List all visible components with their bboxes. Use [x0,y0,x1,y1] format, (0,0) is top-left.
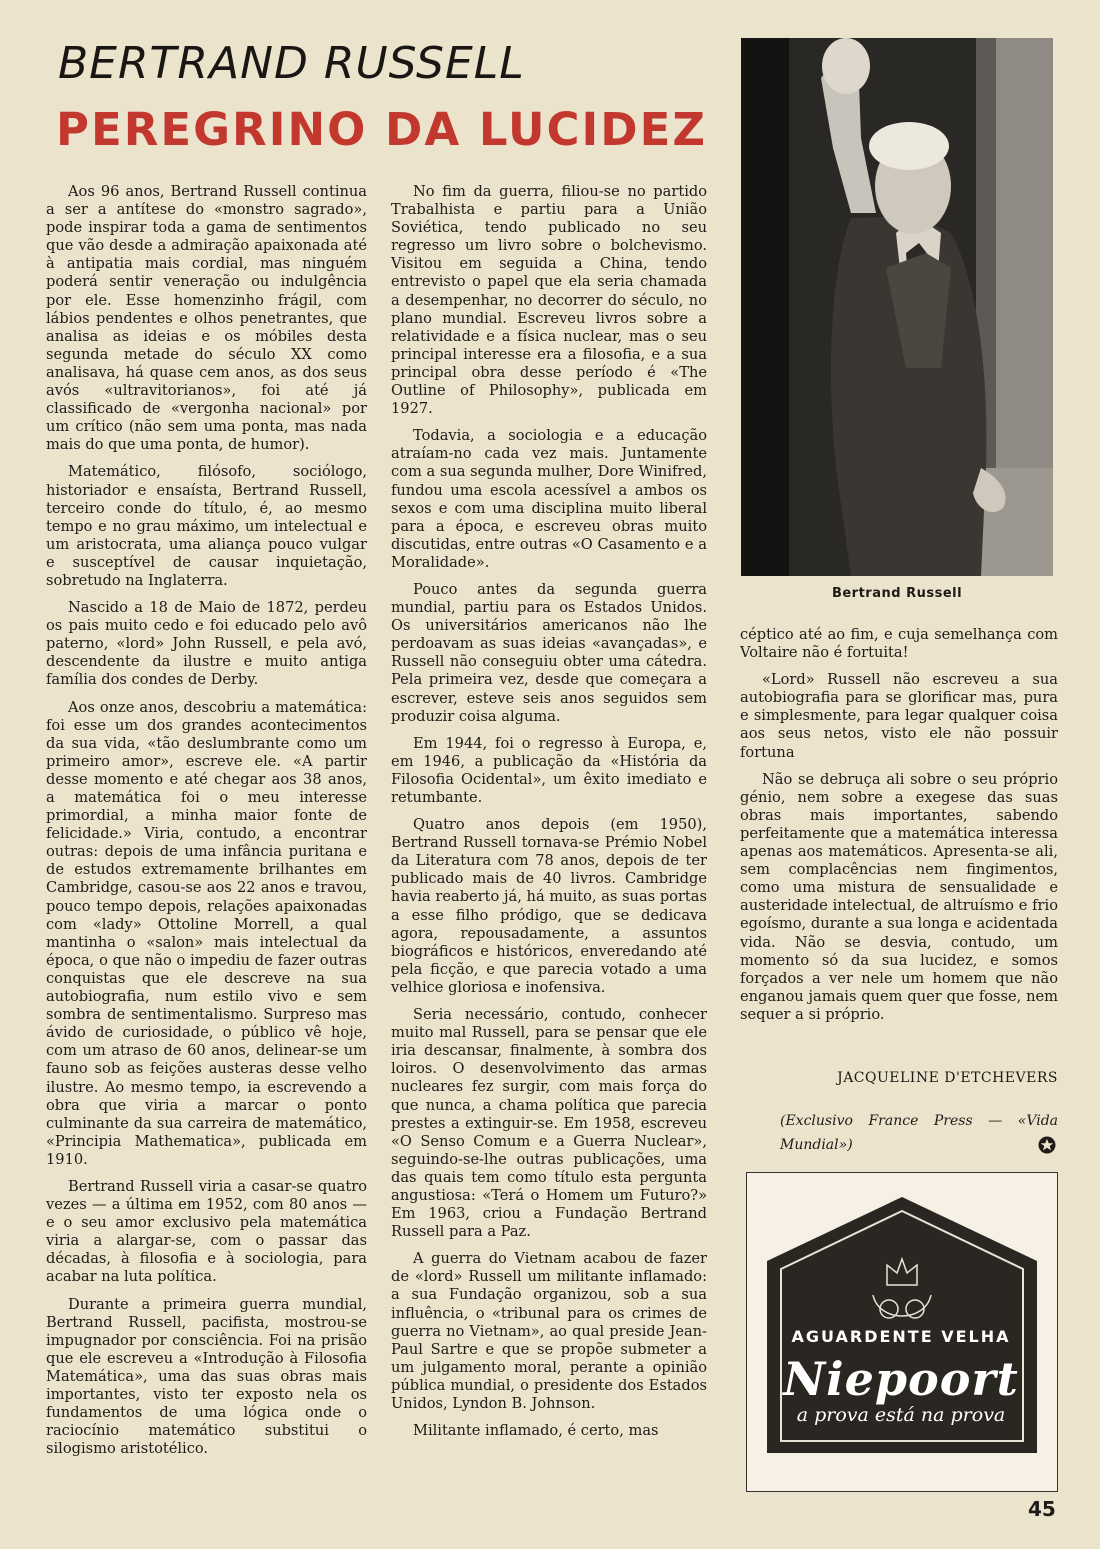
article-paragraph: Durante a primeira guerra mundial, Bertrand Russell, pacifista, mostrou-se impugnador por consciência. Foi na prisão que ele escreveu a «Introdução à Filosofia Matemática», uma das suas obras mais importantes, visto ter exposto nela os fundamentos de uma lógica onde o raciocínio matemático substitui o silogismo aristotélico. [46,1295,367,1458]
article-paragraph: Militante inflamado, é certo, mas [413,1422,659,1440]
ad-brand-logo: Niepoort [783,1352,1019,1406]
portrait-illustration [741,38,1053,576]
article-column-2 [391,183,707,1449]
article-paragraph: Bertrand Russell viria a casar-se quatro vezes — a última em 1952, com 80 anos — e o seu amor exclusivo pela matemática viria a alargar-se, com o passar das décadas, à filosofia e à sociologia, para acabar na luta política. [46,1177,367,1286]
article-paragraph: Todavia, a sociologia e a educação atraíam-no cada vez mais. Juntamente com a sua segunda mulher, Dore Winifred, fundou uma escola acessível a ambos os sexos e com uma disciplina muito liberal para a época, e escreveu obras muito discutidas, entre outras «O Casamento e a Moralidade». [391,427,707,571]
article-paragraph: céptico até ao fim, e cuja semelhança com Voltaire não é fortuita! [740,626,1058,662]
article-paragraph: Não se debruça ali sobre o seu próprio génio, nem sobre a exegese das suas obras mais importantes, sabendo perfeitamente que a matemática interessa apenas aos matemáticos. Apresenta-se ali, sem complacências nem fingimentos, como uma mistura de sensualidade e austeridade intelectual, de altruísmo e frio egoísmo, durante a sua longa e acidentada vida. Não se desvia, contudo, um momento só da sua lucidez, e somos forçados a ver nele um homem que não enganou jamais quem quer que fosse, nem sequer a si próprio. [740,770,1058,1023]
headline-name: BERTRAND RUSSELL [58,38,525,89]
ad-slogan: a prova está na prova [796,1404,1006,1426]
article-paragraph: «Lord» Russell não escreveu a sua autobiografia para se glorificar mas, pura e simplesmente, para legar qualquer coisa aos seus netos, visto ele não possuir fortuna [740,671,1058,761]
page-number: 45 [1028,1497,1056,1521]
article-column-3 [740,626,1058,1033]
end-of-article-star-icon [1038,1136,1056,1154]
ad-product-label: AGUARDENTE VELHA [791,1327,1011,1346]
photo-caption: Bertrand Russell [831,586,963,601]
source-credit: (Exclusivo France Press — «Vida Mundial») [780,1113,1058,1153]
article-paragraph: Matemático, filósofo, sociólogo, historiador e ensaísta, Bertrand Russell, terceiro conde do título, é, ao mesmo tempo e no grau máximo, um intelectual e um aristocrata, uma aliança pouco vulgar e susceptível de causar inquietação, sobretudo na Inglaterra. [46,463,367,589]
headline-subtitle: PEREGRINO DA LUCIDEZ [56,103,707,156]
article-paragraph: Quatro anos depois (em 1950), Bertrand Russell tornava-se Prémio Nobel da Literatura com 78 anos, depois de ter publicado mais de 40 livros. Cambridge havia reaberto já, há muito, as suas portas a esse filho pródigo, que se dedicava agora, repousadamente, a assuntos biográficos e históricos, enveredando até pela ficção, e que parecia votado a uma velhice gloriosa e inofensiva. [391,816,707,996]
article-column-1 [46,183,367,1467]
article-paragraph: Em 1944, foi o regresso à Europa, e, em 1946, a publicação da «História da Filosofia Ocidental», um êxito imediato e retumbante. [391,734,707,806]
article-paragraph: Nascido a 18 de Maio de 1872, perdeu os pais muito cedo e foi educado pelo avô paterno, «lord» John Russell, e pela avó, descendente da ilustre e muito antiga família dos condes de Derby. [46,599,367,689]
article-paragraph: Aos onze anos, descobriu a matemática: foi esse um dos grandes acontecimentos da sua vida, «tão deslumbrante como um primeiro amor», escreve ele. «A partir desse momento e até chegar aos 38 anos, a matemática foi o meu interesse primordial, a minha maior fonte de felicidade.» Viria, contudo, a encontrar outras: depois de uma infância puritana e de estudos extremamente brilhantes em Cambridge, casou-se aos 22 anos e travou, pouco tempo depois, relações apaixonadas com «lady» Ottoline Morrell, a qual mantinha o «salon» mais intelectual da época, o que não o impediu de fazer outras conquistas que ele descreve na sua autobiografia, num estilo vivo e sem sombra de sentimentalismo. Surpreso mas ávido de curiosidade, o público vê hoje, com um atraso de 60 anos, delinear-se um fauno sob as feições austeras desse velho ilustre. Ao mesmo tempo, ia escrevendo a obra que viria a marcar o ponto culminante da sua carreira de matemático, «Principia Mathematica», publicada em 1910. [46,698,367,1168]
author-byline: JACQUELINE D'ETCHEVERS [837,1070,1058,1086]
article-paragraph: Pouco antes da segunda guerra mundial, partiu para os Estados Unidos. Os universitários americanos não lhe perdoavam as suas ideias «avançadas», e Russell não conseguiu obter uma cátedra. Pela primeira vez, desde que começara a escrever, esteve seis anos seguidos sem produzir coisa alguma. [391,580,707,725]
portrait-photo [741,38,1053,576]
article-paragraph: Aos 96 anos, Bertrand Russell continua a ser a antítese do «monstro sagrado», pode inspirar toda a gama de sentimentos que vão desde a admiração apaixonada até à antipatia mais cordial, mas ninguém poderá sentir veneração ou indulgência por ele. Esse homenzinho frágil, com lábios pendentes e olhos penetrantes, que analisa as ideias e os móbiles desta segunda metade do século XX como analisava, há quase cem anos, as dos seus avós «ultravitorianos», foi até já classificado de «vergonha nacional» por um crítico (não sem uma ponta, mas nada mais do que uma ponta, de humor). [46,183,367,454]
article-paragraph: Seria necessário, contudo, conhecer muito mal Russell, para se pensar que ele iria descansar, finalmente, à sombra dos loiros. O desenvolvimento das armas nucleares fez surgir, com mais força do que nunca, a chama política que parecia prestes a extinguir-se. Em 1958, escreveu «O Senso Comum e a Guerra Nuclear», seguindo-se-lhe outras publicações, uma das quais tem como título esta pergunta angustiosa: «Terá o Homem um Futuro?» Em 1963, criou a Fundação Bertrand Russell para a Paz. [391,1006,707,1241]
article-paragraph: No fim da guerra, filiou-se no partido Trabalhista e partiu para a União Soviética, tendo publicado no seu regresso um livro sobre o bolchevismo. Visitou em seguida a China, tendo entrevisto o papel que ela seria chamada a desempenhar, no decorrer do século, no plano mundial. Escreveu livros sobre a relatividade e a física nuclear, mas o seu principal interesse era a filosofia, e a sua principal obra desse período é «The Outline of Philosophy», publicada em 1927. [391,183,707,418]
article-paragraph: A guerra do Vietnam acabou de fazer de «lord» Russell um militante inflamado: a sua Fundação organizou, sob a sua influência, o «tribunal para os crimes de guerra no Vietnam», ao qual preside Jean-Paul Sartre e que se propõe submeter a um julgamento moral, perante a opinião pública mundial, o presidente dos Estados Unidos, Lyndon B. Johnson. [391,1250,707,1412]
